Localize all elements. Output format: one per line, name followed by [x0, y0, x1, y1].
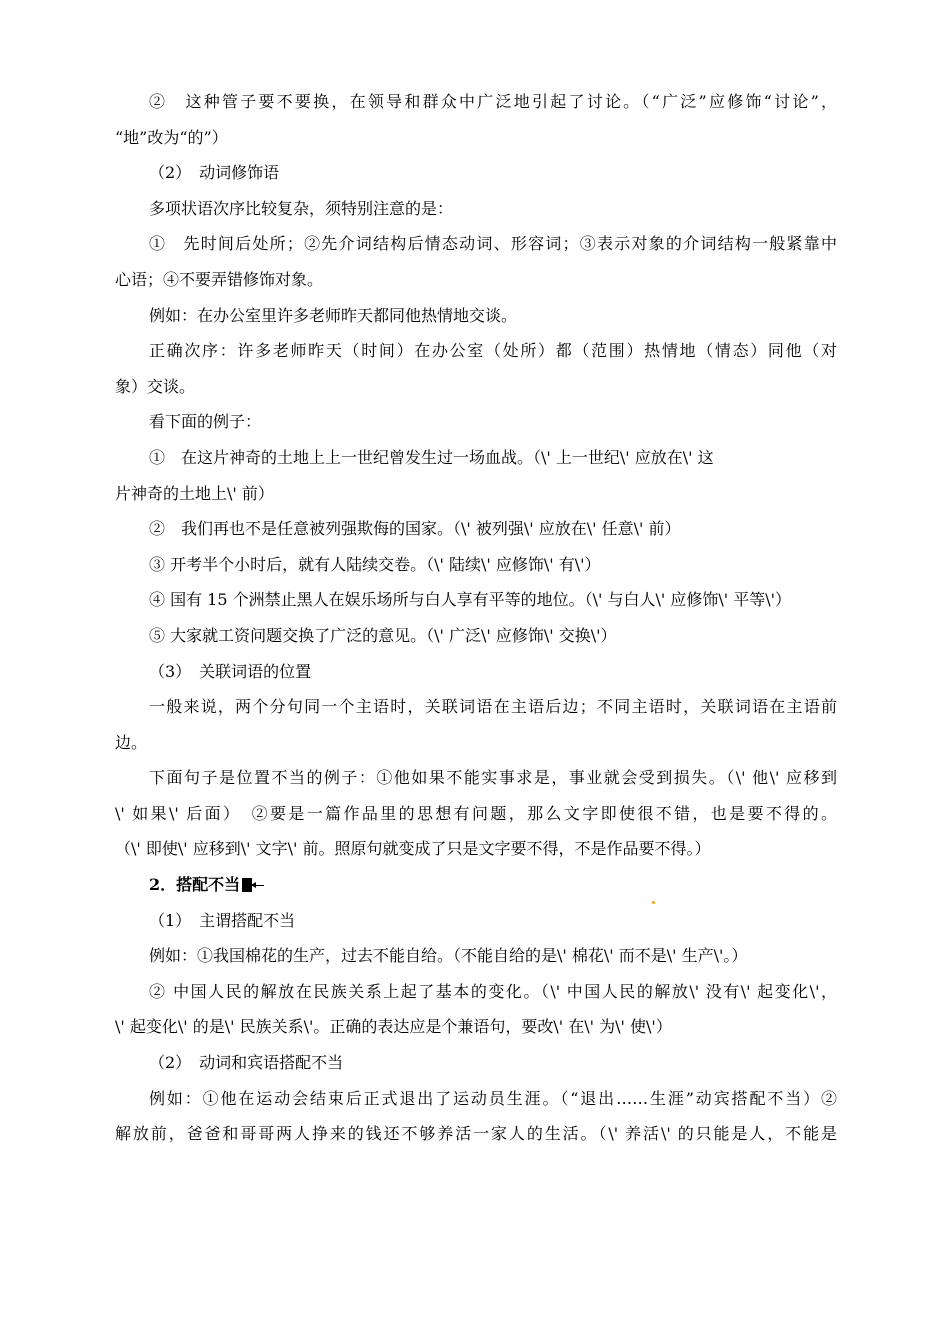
- text-line: 多项状语次序比较复杂，须特别注意的是：: [149, 198, 454, 218]
- stray-dot-icon: [652, 901, 655, 904]
- section-heading-text: 2．搭配不当: [149, 875, 241, 895]
- text-line: 一般来说，两个分句同一个主语时，关联词语在主语后边；不同主语时，关联词语在主语前: [149, 697, 837, 717]
- text-line: ② 我们再也不是任意被列强欺侮的国家。（\' 被列强\' 应放在\' 任意\' 前）: [149, 519, 681, 539]
- section-heading: [115, 875, 837, 911]
- document-page: [115, 92, 837, 1160]
- text-line: 片神奇的土地上\' 前）: [115, 483, 274, 503]
- text-line: \' 起变化\' 的是\' 民族关系\'。正确的表达应是个兼语句，要改\' 在\' 为\' 使\'）: [115, 1017, 672, 1037]
- text-line: ② 中国人民的解放在民族关系上起了基本的变化。（\' 中国人民的解放\' 没有\' 起变化\'，: [149, 981, 837, 1001]
- text-line: \' 如果\' 后面） ②要是一篇作品里的思想有问题，那么文字即使很不错，也是要不得的。: [115, 803, 837, 823]
- subheading: （3） 关联词语的位置: [149, 661, 312, 681]
- subheading: （2） 动词修饰语: [149, 163, 280, 183]
- text-line: ② 这种管子要不要换，在领导和群众中广泛地引起了讨论。（“广泛”应修饰“讨论”，: [149, 92, 837, 111]
- text-line: ④ 国有 15 个洲禁止黑人在娱乐场所与白人享有平等的地位。（\' 与白人\' 应修饰\' 平等\'）: [149, 590, 792, 610]
- text-line: 象）交谈。: [115, 376, 196, 396]
- text-line: 例如：①他在运动会结束后正式退出了运动员生涯。（“退出……生涯”动宾搭配不当）②: [149, 1088, 837, 1108]
- subheading: （1） 主谓搭配不当: [149, 910, 296, 930]
- text-line: 看下面的例子：: [149, 412, 262, 432]
- text-line: （\' 即使\' 应移到\' 文字\' 前。照原句就变成了只是文字要不得，不是作品要不得。）: [115, 839, 711, 859]
- text-line: ① 先时间后处所；②先介词结构后情态动词、形容词；③表示对象的介词结构一般紧靠中: [149, 234, 837, 254]
- text-line-with-dot: [115, 839, 837, 875]
- text-line: ⑤ 大家就工资问题交换了广泛的意见。（\' 广泛\' 应修饰\' 交换\'）: [149, 625, 617, 645]
- text-line: 正确次序：许多老师昨天（时间）在办公室（处所）都（范围）热情地（情态）同他（对: [149, 341, 837, 361]
- text-line: 心语；④不要弄错修饰对象。: [115, 269, 324, 289]
- edit-mark-icon: 九: [242, 878, 252, 892]
- left-arrow-icon: [252, 885, 264, 886]
- text-line: 例如：在办公室里许多老师昨天都同他热情地交谈。: [149, 305, 518, 325]
- text-line: 边。: [115, 732, 148, 752]
- text-line: 下面句子是位置不当的例子：①他如果不能实事求是，事业就会受到损失。（\' 他\' 应移到: [149, 768, 837, 788]
- text-line: 例如：①我国棉花的生产，过去不能自给。（不能自给的是\' 棉花\' 而不是\' 生产\'。）: [149, 946, 748, 966]
- text-line: “地”改为“的”）: [115, 127, 228, 147]
- text-line: ③ 开考半个小时后，就有人陆续交卷。（\' 陆续\' 应修饰\' 有\'）: [149, 554, 601, 574]
- text-line: 解放前，爸爸和哥哥两人挣来的钱还不够养活一家人的生活。（\' 养活\' 的只能是人，不能是: [115, 1124, 837, 1144]
- text-line: ① 在这片神奇的土地上上一世纪曾发生过一场血战。（\' 上一世纪\' 应放在\' 这: [149, 447, 714, 467]
- subheading: （2） 动词和宾语搭配不当: [149, 1053, 344, 1073]
